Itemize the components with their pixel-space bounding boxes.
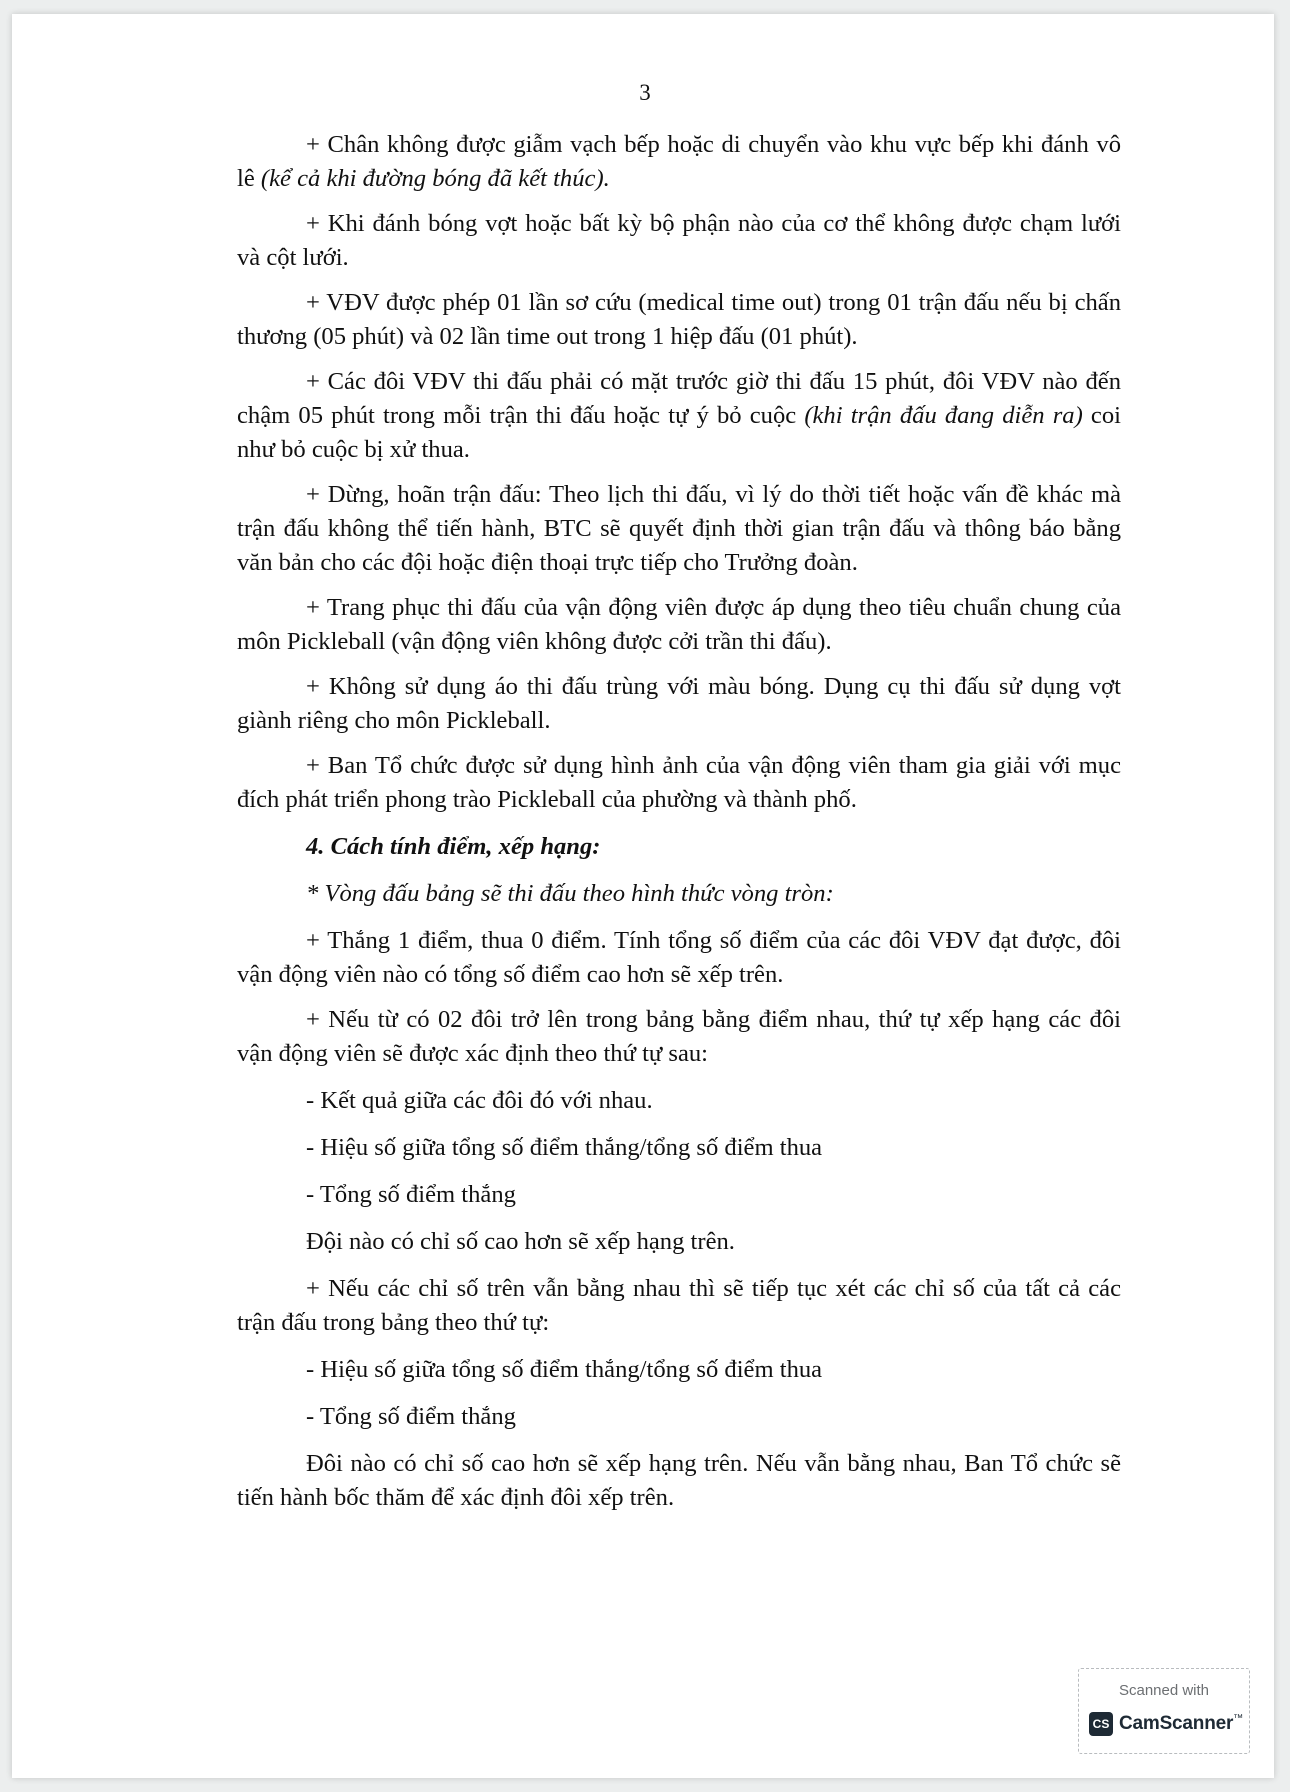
rule-kitchen-line-text: + Chân không được giẫm vạch bếp hoặc di chuyển vào khu vực bếp khi đánh vô lê (237, 131, 1121, 192)
camscanner-watermark (1078, 1668, 1250, 1754)
tiebreak-all-points-won: - Tổng số điểm thắng (306, 1403, 516, 1430)
tiebreak-conclusion: Đội nào có chỉ số cao hơn sẽ xếp hạng trên. (306, 1228, 735, 1255)
rule-medical-timeout: + VĐV được phép 01 lần sơ cứu (medical time out) trong 01 trận đấu nếu bị chấn thương (05 phút) và 02 lần time out trong 1 hiệp đấu (01 phút). (237, 289, 1121, 350)
rule-attendance-note: (khi trận đấu đang diễn ra) (804, 402, 1083, 429)
rule-uniform: + Trang phục thi đấu của vận động viên được áp dụng theo tiêu chuẩn chung của môn Pickleball (vận động viên không được cởi trần thi đấu). (237, 594, 1121, 655)
rule-postponement: + Dừng, hoãn trận đấu: Theo lịch thi đấu, vì lý do thời tiết hoặc vấn đề khác mà trận đấu không thể tiến hành, BTC sẽ quyết định thời gian trận đấu và thông báo bằng văn bản cho các đội hoặc điện thoại trực tiếp cho Trưởng đoàn. (237, 481, 1121, 576)
tiebreak-item-points-won: - Tổng số điểm thắng (306, 1181, 516, 1208)
rule-attendance-end: coi như bỏ cuộc bị xử thua. (237, 402, 1121, 463)
tiebreak-item-point-difference: - Hiệu số giữa tổng số điểm thắng/tổng số điểm thua (306, 1134, 823, 1161)
rule-net-contact: + Khi đánh bóng vợt hoặc bất kỳ bộ phận nào của cơ thể không được chạm lưới và cột lưới. (237, 210, 1121, 271)
group-stage-heading: * Vòng đấu bảng sẽ thi đấu theo hình thức vòng tròn: (306, 880, 834, 907)
rule-image-usage: + Ban Tổ chức được sử dụng hình ảnh của vận động viên tham gia giải với mục đích phát triển phong trào Pickleball của phường và thành phố. (237, 752, 1121, 813)
rule-equipment: + Không sử dụng áo thi đấu trùng với màu bóng. Dụng cụ thi đấu sử dụng vợt giành riêng cho môn Pickleball. (237, 673, 1121, 734)
rule-kitchen-line-note: (kể cả khi đường bóng đã kết thúc). (260, 165, 610, 192)
tiebreak-all-point-difference: - Hiệu số giữa tổng số điểm thắng/tổng số điểm thua (306, 1356, 823, 1383)
rule-attendance (237, 365, 1121, 467)
tiebreak-all-matches-rule: + Nếu các chỉ số trên vẫn bằng nhau thì sẽ tiếp tục xét các chỉ số của tất cả các trận đấu trong bảng theo thứ tự: (237, 1275, 1121, 1336)
final-tiebreak-draw: Đôi nào có chỉ số cao hơn sẽ xếp hạng trên. Nếu vẫn bằng nhau, Ban Tổ chức sẽ tiến hành bốc thăm để xác định đôi xếp trên. (237, 1450, 1121, 1511)
watermark-brand (1089, 1711, 1243, 1737)
document-body (237, 128, 1121, 1526)
watermark-caption: Scanned with (1118, 1682, 1210, 1699)
section-heading: 4. Cách tính điểm, xếp hạng: (306, 833, 601, 860)
camscanner-logo-icon: CS (1089, 1712, 1113, 1736)
tiebreak-rule: + Nếu từ có 02 đôi trở lên trong bảng bằng điểm nhau, thứ tự xếp hạng các đôi vận động viên sẽ được xác định theo thứ tự sau: (237, 1006, 1121, 1067)
tiebreak-item-head-to-head: - Kết quả giữa các đôi đó với nhau. (306, 1087, 653, 1114)
rule-kitchen-line (237, 128, 1121, 196)
rule-attendance-text: + Các đôi VĐV thi đấu phải có mặt trước giờ thi đấu 15 phút, đôi VĐV nào đến chậm 05 phút trong mỗi trận thi đấu hoặc tự ý bỏ cuộc (237, 368, 1121, 429)
watermark-trademark: ™ (1233, 1713, 1244, 1724)
scoring-rule: + Thắng 1 điểm, thua 0 điểm. Tính tổng số điểm của các đôi VĐV đạt được, đôi vận động viên nào có tổng số điểm cao hơn sẽ xếp trên. (237, 927, 1121, 988)
watermark-brand-name: CamScanner (1119, 1713, 1234, 1734)
page-number: 3 (639, 80, 651, 105)
